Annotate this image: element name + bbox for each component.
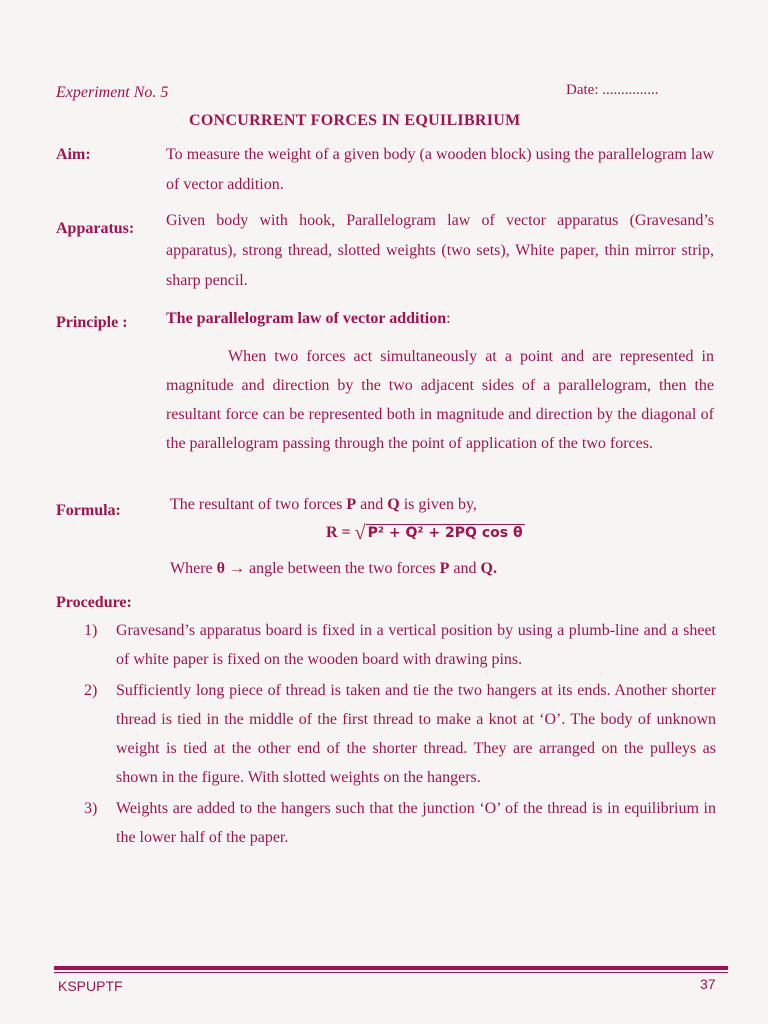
symbol-p: P <box>346 496 357 513</box>
step-text: Weights are added to the hangers such that the junction ‘O’ of the thread is in equilibrium in the lower half of the paper. <box>116 800 716 846</box>
list-item <box>84 676 716 792</box>
principle-body-text: When two forces act simultaneously at a point and are represented in magnitude and direction by the two adjacent sides of a parallelogram, then the resultant force can be represented both in magnitude and direction by the diagonal of the parallelogram passing through the point of application of the two forces. <box>166 348 714 452</box>
procedure-label: Procedure: <box>56 594 132 611</box>
principle-heading <box>166 310 451 328</box>
footer-rule <box>54 966 728 970</box>
list-item <box>84 794 716 852</box>
list-item <box>84 616 716 674</box>
step-text: Sufficiently long piece of thread is taken and tie the two hangers at its ends. Another shorter thread is tied in the middle of the first thread to make a knot at ‘O’. The body of unknown weight is tied at the other end of the shorter thread. They are arranged on the pulleys as shown in the figure. With slotted weights on the hangers. <box>116 682 716 786</box>
footer-publisher: KSPUPTF <box>58 978 123 994</box>
formula-intro-text: The resultant of two forces <box>170 496 343 513</box>
page-number: 37 <box>700 976 716 992</box>
formula-intro <box>170 496 477 514</box>
radical-sign-icon: √ <box>354 522 366 544</box>
formula-radicand: P² + Q² + 2PQ cos θ <box>367 525 523 541</box>
experiment-number: Experiment No. 5 <box>56 84 169 101</box>
where-symbol-p: P <box>439 560 450 577</box>
aim-label: Aim: <box>56 146 91 163</box>
procedure-list <box>84 616 716 852</box>
principle-heading-colon: : <box>446 310 451 327</box>
aim-text: To measure the weight of a given body (a wooden block) using the parallelogram law of vector addition. <box>166 146 714 193</box>
formula-equation <box>326 524 525 542</box>
step-text: Gravesand’s apparatus board is fixed in a vertical position by using a plumb-line and a sheet of white paper is fixed on the wooden board with drawing pins. <box>116 622 716 668</box>
date-field: Date: ............... <box>566 82 659 98</box>
where-period: . <box>492 560 497 577</box>
formula-where <box>170 560 497 578</box>
formula-intro-end: is given by, <box>403 496 477 513</box>
apparatus-label: Apparatus: <box>56 220 135 237</box>
step-number: 3) <box>84 800 98 817</box>
page-title: CONCURRENT FORCES IN EQUILIBRIUM <box>189 112 521 129</box>
symbol-q: Q <box>387 496 400 513</box>
where-symbol-q: Q <box>480 560 493 577</box>
formula-lhs: R = <box>326 524 351 541</box>
where-definition: → angle between the two forces <box>229 560 436 577</box>
square-root <box>355 524 525 542</box>
where-text: Where <box>170 560 213 577</box>
principle-label: Principle : <box>56 314 128 331</box>
principle-text <box>166 342 714 458</box>
apparatus-text: Given body with hook, Parallelogram law of vector apparatus (Gravesand’s apparatus), strong thread, slotted weights (two sets), White paper, thin mirror strip, sharp pencil. <box>166 212 714 289</box>
step-number: 2) <box>84 682 98 699</box>
formula-label: Formula: <box>56 502 121 519</box>
formula-and: and <box>360 496 384 513</box>
step-number: 1) <box>84 622 98 639</box>
principle-heading-text: The parallelogram law of vector addition <box>166 310 447 327</box>
symbol-theta: θ <box>216 560 225 577</box>
where-and: and <box>453 560 477 577</box>
footer-rule-thin <box>54 972 728 973</box>
